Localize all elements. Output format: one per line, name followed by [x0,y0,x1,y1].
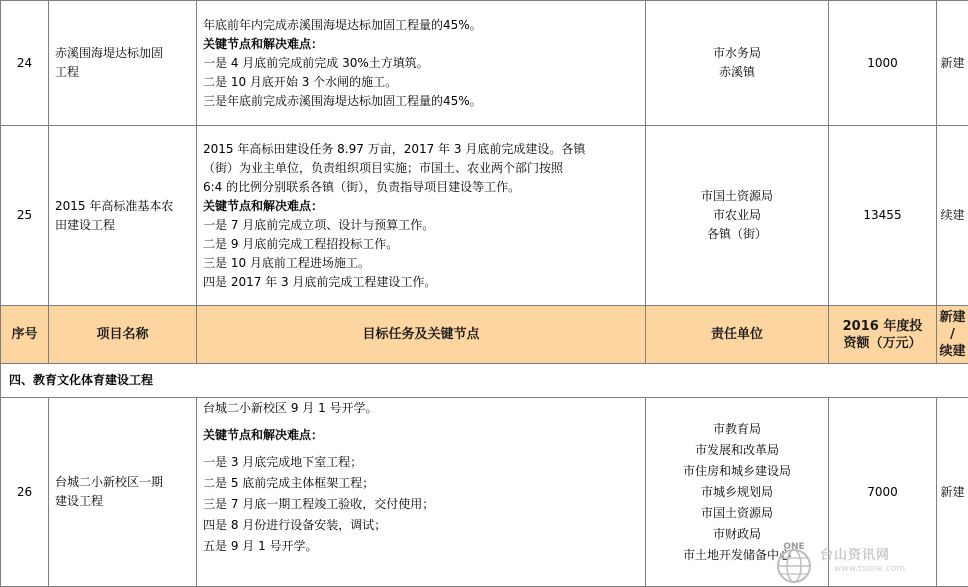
project-name: 2015 年高标准基本农 田建设工程 [49,126,197,306]
header-row [1,306,968,364]
header-tasks: 目标任务及关键节点 [197,306,646,364]
investment-amount: 13455 [829,126,937,306]
table-row [1,1,968,126]
section-title: 四、教育文化体育建设工程 [1,364,968,398]
project-type: 新建 [937,398,968,587]
investment-amount: 7000 [829,398,937,587]
header-number: 序号 [1,306,49,364]
responsible-unit: 市水务局 赤溪镇 [646,1,829,126]
target-tasks: 年底前年内完成赤溪围海堤达标加固工程量的45%。 关键节点和解决难点： 一是 4 月底前完成前完成 30%土方填筑。 二是 10 月底开始 3 个水闸的施工。 三是年底前完成赤溪围海堤达标加固工程量的45%。 [197,1,646,126]
row-number: 25 [1,126,49,306]
project-type: 新建 [937,1,968,126]
watermark-url: www.tsone.com [834,564,905,574]
table-row [1,126,968,306]
investment-amount: 1000 [829,1,937,126]
svg-text:ONE: ONE [783,542,804,552]
header-project-name: 项目名称 [49,306,197,364]
section-row [1,364,968,398]
row-number: 24 [1,1,49,126]
row-number: 26 [1,398,49,587]
table-row [1,398,968,587]
project-name: 台城二小新校区一期 建设工程 [49,398,197,587]
target-tasks: 2015 年高标田建设任务 8.97 万亩，2017 年 3 月底前完成建设。各镇 （街）为业主单位，负责组织项目实施；市国土、农业两个部门按照 6:4 的比例分别联系各镇（街），负责指导项目建设等工作。 关键节点和解决难点： 一是 7 月底前完成立项、设计与预算工作。 二是 9 月底前完成工程招投标工作。 三是 10 月底前工程进场施工。 四是 2017 年 3 月底前完成工程建设工作。 [197,126,646,306]
target-tasks: 台城二小新校区 9 月 1 号开学。 关键节点和解决难点： 一是 3 月底完成地下室工程； 二是 5 底前完成主体框架工程； 三是 7 月底一期工程竣工验收，交付使用； 四是 8 月份进行设备安装，调试； 五是 9 月 1 号开学。 [197,398,646,587]
header-amount: 2016 年度投 资额（万元） [829,306,937,364]
header-unit: 责任单位 [646,306,829,364]
header-type: 新建 / 续建 [937,306,968,364]
responsible-unit: 市教育局 市发展和改革局 市住房和城乡建设局 市城乡规划局 市国土资源局 市财政局 市土地开发储备中心 [646,398,829,587]
responsible-unit: 市国土资源局 市农业局 各镇（街） [646,126,829,306]
project-name: 赤溪围海堤达标加固 工程 [49,1,197,126]
project-type: 续建 [937,126,968,306]
watermark-text: 台山资讯网 [820,544,890,563]
